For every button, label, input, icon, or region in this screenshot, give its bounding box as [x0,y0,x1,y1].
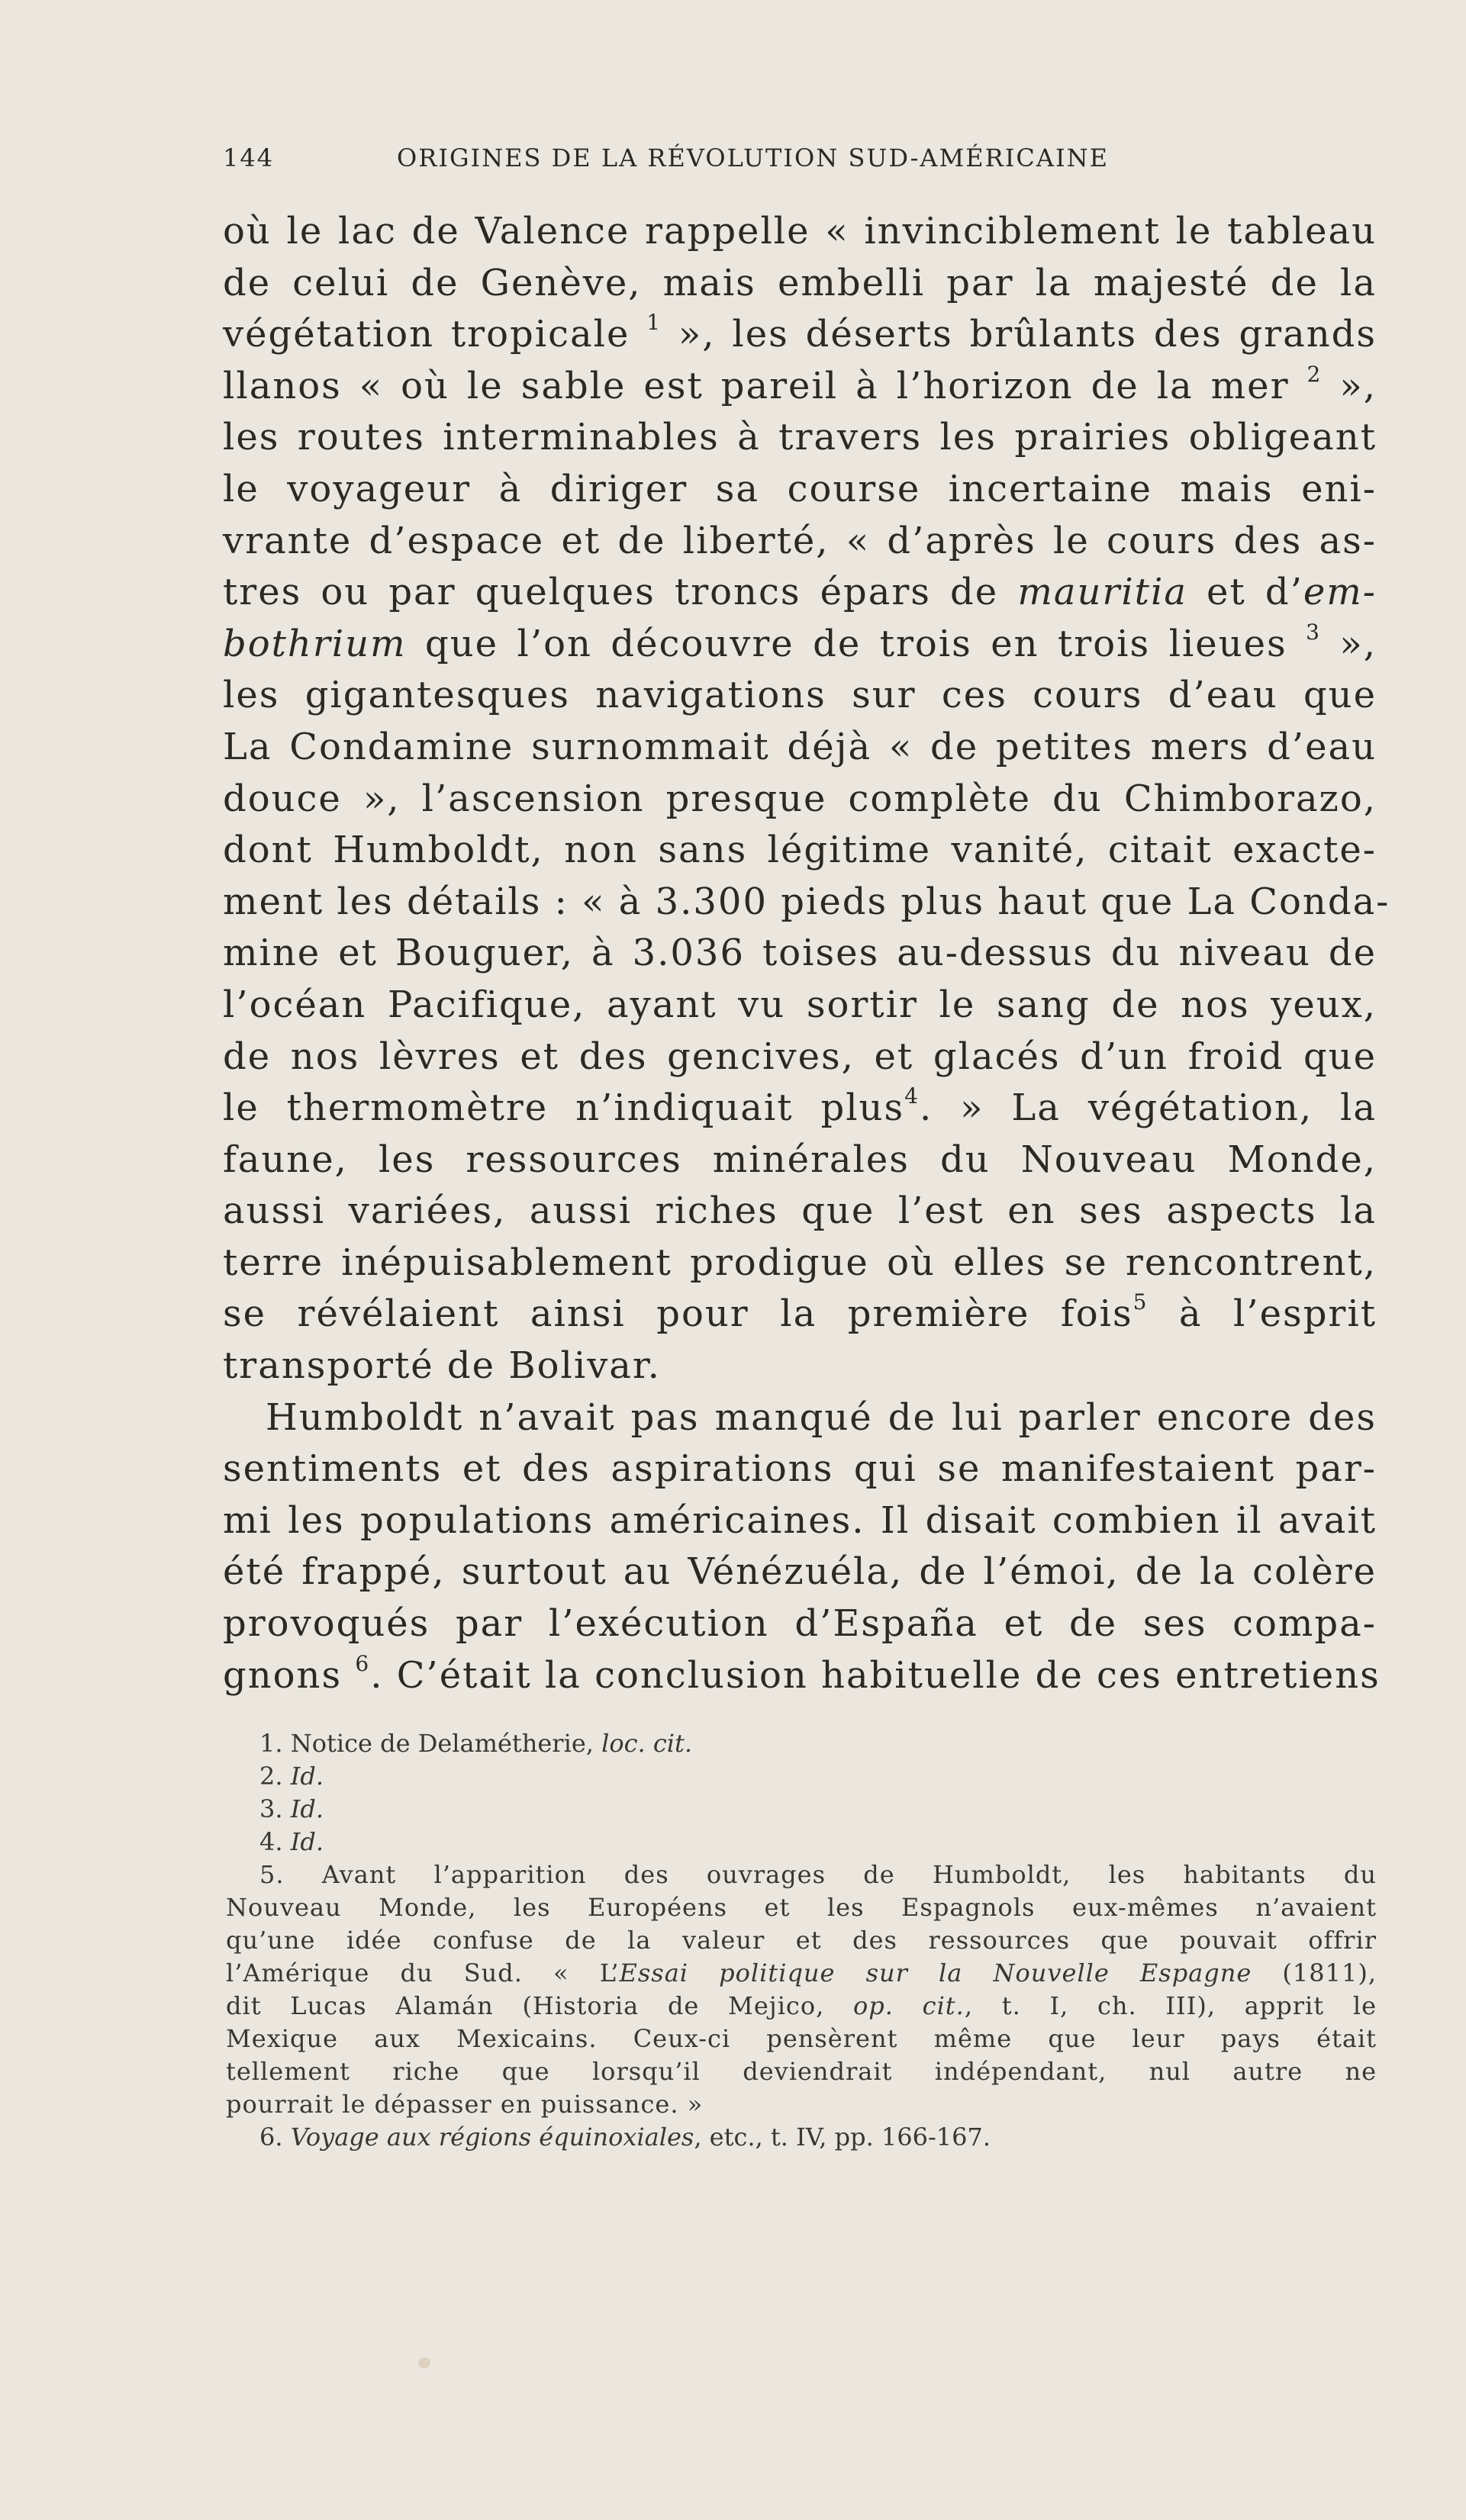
italic-term: bothrium [223,622,407,665]
footnote-italic: op. cit. [853,1991,965,2020]
text-fragment: . » La végétation, la [919,1086,1377,1130]
body-text [223,206,1390,1701]
footnote-3 [226,1793,1377,1826]
footnote-ref: 4 [904,1083,920,1109]
running-title: ORIGINES DE LA RÉVOLUTION SUD-AMÉRICAINE [397,143,1109,172]
text-fragment: », [1320,622,1377,665]
text-fragment: végétation tropicale [223,313,630,356]
footnote-4 [226,1826,1377,1859]
text-fragment: que l’on découvre de trois en trois lieues [406,622,1287,665]
footnote-number: 4. [259,1827,283,1856]
text-line: de celui de Genève, mais embelli par la majesté de la [223,261,1377,304]
footnote-number: 6. [259,2123,283,2151]
text-line: le voyageur à diriger sa course incertaine mais eni- [223,467,1377,510]
footnote-italic: Id. [290,1794,324,1823]
text-line: mi les populations américaines. Il disait combien il avait [223,1498,1377,1542]
text-line [223,619,1377,671]
footnote-ref: 3 [1306,619,1321,645]
italic-term: mauritia [1017,571,1187,614]
footnote-italic: loc. cit. [601,1729,693,1758]
footnote-line: Mexique aux Mexicains. Ceux-ci pensèrent même que leur pays était [226,2024,1377,2053]
footnote-2 [226,1760,1377,1793]
text-line: les gigantesques navigations sur ces cours d’eau que [223,674,1377,717]
footnote-text: , t. I, ch. III), apprit le [964,1991,1377,2020]
text-line: l’océan Pacifique, ayant vu sortir le sang de nos yeux, [223,983,1377,1026]
footnote-number: 2. [259,1762,283,1791]
footnote-text: Avant l’apparition des ouvrages de Humboldt, les habitants du [321,1860,1377,1889]
text-line [223,1083,1377,1134]
footnote-line: Nouveau Monde, les Européens et les Espagnols eux-mêmes n’avaient [226,1893,1377,1922]
text-line: où le lac de Valence rappelle « invinciblement le tableau [223,210,1377,253]
running-head [223,143,1215,182]
footnote-italic: Id. [290,1827,324,1856]
footnote-1 [226,1727,1377,1760]
text-line: La Condamine surnommait déjà « de petites mers d’eau [223,725,1377,768]
footnote-number: 3. [259,1794,283,1823]
footnote-ref: 6 [355,1650,371,1676]
text-line [223,1289,1377,1340]
text-line [223,1650,1381,1702]
footnote-text: dit Lucas Alamán (Historia de Mejico, [226,1991,825,2020]
footnote-line: pourrait le dépasser en puissance. » [226,2090,704,2119]
text-line: aussi variées, aussi riches que l’est en ses aspects la [223,1189,1377,1233]
footnote-text: l’Amérique du Sud. « L’ [226,1958,620,1987]
text-fragment: gnons [223,1653,343,1697]
footnote-number: 5. [259,1860,285,1889]
footnote-number: 1. [259,1729,283,1758]
text-line: sentiments et des aspirations qui se manifestaient par- [223,1447,1377,1491]
text-line: terre inépuisablement prodigue où elles se rencontrent, [223,1241,1377,1284]
footnote-ref: 1 [646,310,662,336]
text-fragment: le thermomètre n’indiquait plus [223,1086,905,1130]
text-fragment: llanos « où le sable est pareil à l’horizon de la mer [223,364,1290,407]
footnote-italic: Voyage aux régions équinoxiales [290,2123,694,2151]
text-line: de nos lèvres et des gencives, et glacés d’un froid que [223,1035,1377,1078]
text-line [223,309,1377,361]
text-fragment: se révélaient ainsi pour la première fois [223,1292,1133,1336]
text-fragment: . C’était la conclusion habituelle de ces entretiens [370,1653,1381,1697]
page-number: 144 [223,143,275,172]
footnote-italic: Id. [290,1762,324,1791]
italic-term: em- [1303,571,1377,614]
footnote-text: (1811), [1252,1958,1377,1987]
footnote-5 [226,1859,1377,1891]
text-line [223,361,1377,413]
footnote-text: Notice de Delamétherie, [290,1729,594,1758]
text-line: été frappé, surtout au Vénézuéla, de l’émoi, de la colère [223,1550,1377,1594]
text-line: faune, les ressources minérales du Nouveau Monde, [223,1138,1377,1181]
paper-smudge [418,2357,430,2368]
text-line: les routes interminables à travers les prairies obligeant [223,416,1377,459]
text-line: provoqués par l’exécution d’España et de ses compa- [223,1602,1377,1646]
text-line: Humboldt n’avait pas manqué de lui parler encore des [266,1395,1377,1439]
text-line: vrante d’espace et de liberté, « d’après le cours des as- [223,519,1377,562]
text-fragment: à l’esprit [1148,1292,1377,1336]
footnote-line: qu’une idée confuse de la valeur et des ressources que pouvait offrir [226,1926,1377,1955]
footnote-ref: 2 [1307,361,1323,387]
footnote-6 [226,2121,1377,2154]
text-line: transporté de Bolivar. [223,1344,661,1388]
footnote-line [226,1957,1377,1990]
text-line [223,567,1377,619]
text-fragment: et d’ [1187,571,1303,614]
footnote-ref: 5 [1133,1289,1149,1315]
footnote-line: tellement riche que lorsqu’il deviendrait indépendant, nul autre ne [226,2057,1377,2086]
text-fragment: tres ou par quelques troncs épars de [223,571,999,614]
text-fragment: », les déserts brûlants des grands [662,313,1377,356]
text-line: mine et Bouguer, à 3.036 toises au-dessus du niveau de [223,932,1377,975]
text-fragment: », [1322,364,1377,407]
footnotes [226,1727,1377,2154]
footnote-line [226,1990,1377,2023]
text-line: dont Humboldt, non sans légitime vanité, citait exacte- [223,829,1377,872]
text-line: douce », l’ascension presque complète du Chimborazo, [223,777,1377,820]
footnote-italic: Essai politique sur la Nouvelle Espagne [619,1958,1252,1987]
footnote-text: , etc., t. IV, pp. 166-167. [694,2123,991,2151]
text-line: ment les détails : « à 3.300 pieds plus haut que La Conda- [223,880,1390,923]
